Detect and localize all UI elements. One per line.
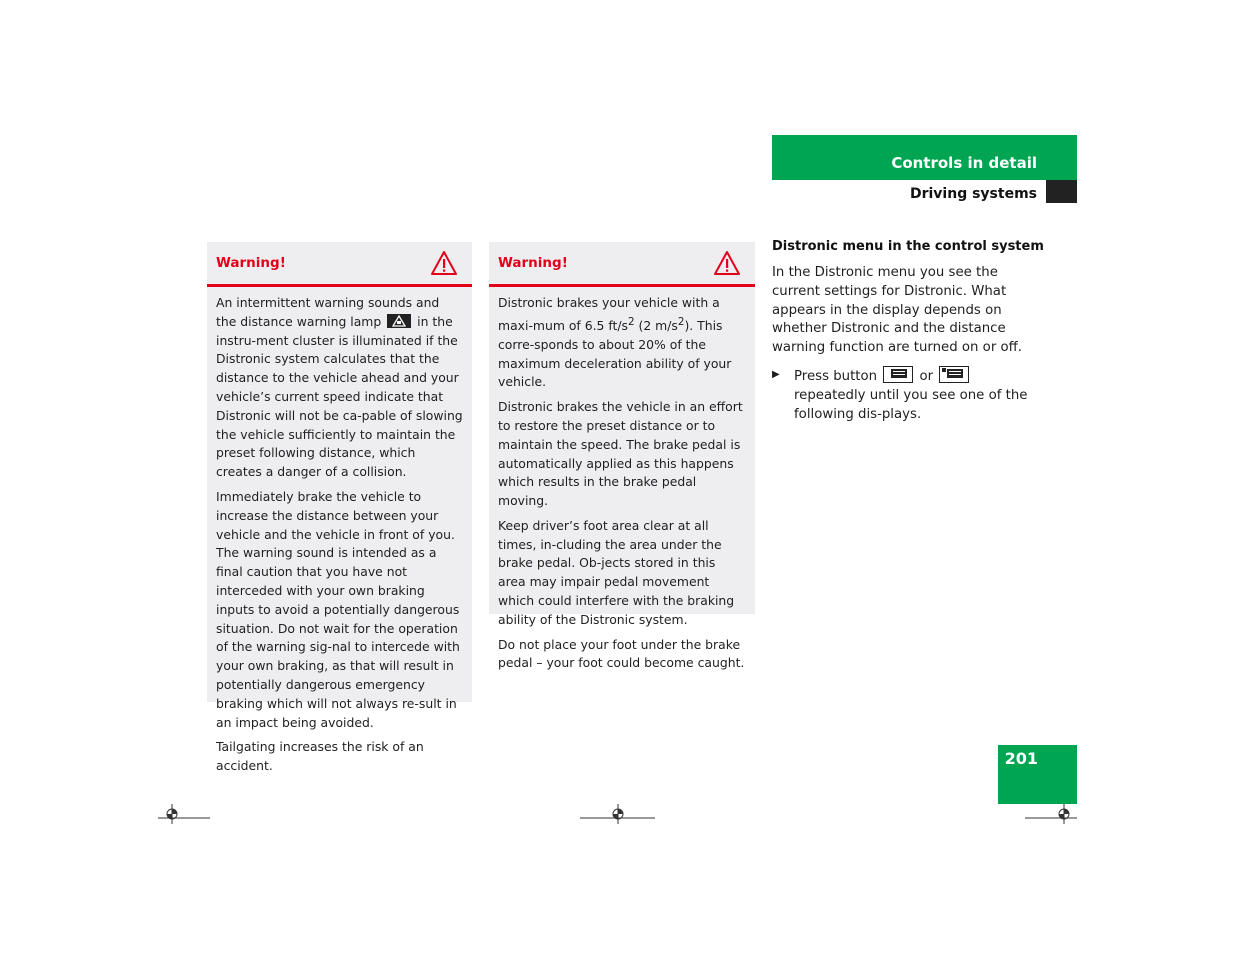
warning-header: [207, 242, 472, 287]
section-body: [772, 264, 1047, 424]
next-display-button-icon: [883, 366, 913, 383]
warning-paragraph: Keep driver’s foot area clear at all times, in-cluding the area under the brake pedal. Ob-jects stored in this area may impair pedal movement which could interfere with the braking ability of the Distronic system.: [498, 517, 735, 627]
distance-warning-lamp-icon: [387, 314, 411, 328]
warning-header: [489, 242, 755, 287]
warning-text: in the instru-ment cluster is illuminated if the Distronic system calculates that the distance to the vehicle ahead and your vehicle’s current speed indicate that Distronic will not be ca-pable of slowing the vehicle sufficiently to maintain the preset following distance, which creates a danger of a collision.: [216, 313, 463, 480]
section-heading: Distronic menu in the control system: [772, 239, 1044, 254]
section-marker: [1046, 180, 1077, 203]
warning-text: ). This corre-sponds to about 20% of the maximum deceleration ability of your vehicle.: [498, 317, 732, 390]
warning-triangle-icon: [713, 250, 741, 276]
registration-mark-icon: [578, 800, 658, 826]
bullet-arrow-icon: ▶: [772, 368, 780, 380]
warning-body: [489, 287, 755, 684]
warning-label: Warning!: [498, 255, 568, 271]
warning-paragraph: Distronic brakes the vehicle in an effort to restore the preset distance or to maintain the speed. The brake pedal is automatically applied as this happens which results in the brake pedal moving.: [498, 399, 743, 509]
superscript: 2: [628, 315, 635, 328]
instruction-text: repeatedly until you see one of the following dis-plays.: [794, 387, 1028, 422]
warning-box-collision: [207, 242, 472, 774]
intro-paragraph: In the Distronic menu you see the current settings for Distronic. What appears in the display depends on whether Distronic and the distance warning function are turned on or off.: [772, 265, 1023, 356]
warning-label: Warning!: [216, 255, 286, 271]
warning-paragraph: Do not place your foot under the brake pedal – your foot could become caught.: [498, 636, 745, 671]
superscript: 2: [677, 315, 685, 328]
chapter-title: Controls in detail: [891, 154, 1037, 172]
warning-body: [207, 287, 472, 787]
page-number: 201: [1004, 749, 1038, 768]
warning-paragraph: Tailgating increases the risk of an accident.: [216, 739, 424, 774]
section-title: Driving systems: [909, 186, 1037, 202]
registration-mark-icon: [155, 800, 215, 826]
instruction-text: Press button: [794, 368, 882, 384]
warning-text: (2 m/s: [634, 317, 678, 333]
warning-triangle-icon: [430, 250, 458, 276]
instruction-step: [772, 366, 1047, 424]
warning-text: Distronic brakes your vehicle with a maxi-mum of 6.5 ft/s: [498, 295, 720, 333]
warning-paragraph: [216, 294, 463, 482]
registration-mark-icon: [1022, 800, 1082, 826]
warning-paragraph: [498, 294, 746, 392]
instruction-text: or: [915, 368, 938, 384]
warning-paragraph: Immediately brake the vehicle to increase the distance between your vehicle and the vehicle in front of you. The warning sound is intended as a final caution that you have not interceded with your own braking inputs to avoid a potentially dangerous situation. Do not wait for the operation of the warning sig-nal to intercede with your own braking, as that will result in potentially dangerous emergency braking which will not always re-sult in an impact being avoided.: [216, 488, 460, 730]
warning-text: An intermittent warning sounds and the distance warning lamp: [216, 295, 440, 329]
previous-display-button-icon: [939, 366, 969, 383]
warning-box-braking: [489, 242, 755, 671]
